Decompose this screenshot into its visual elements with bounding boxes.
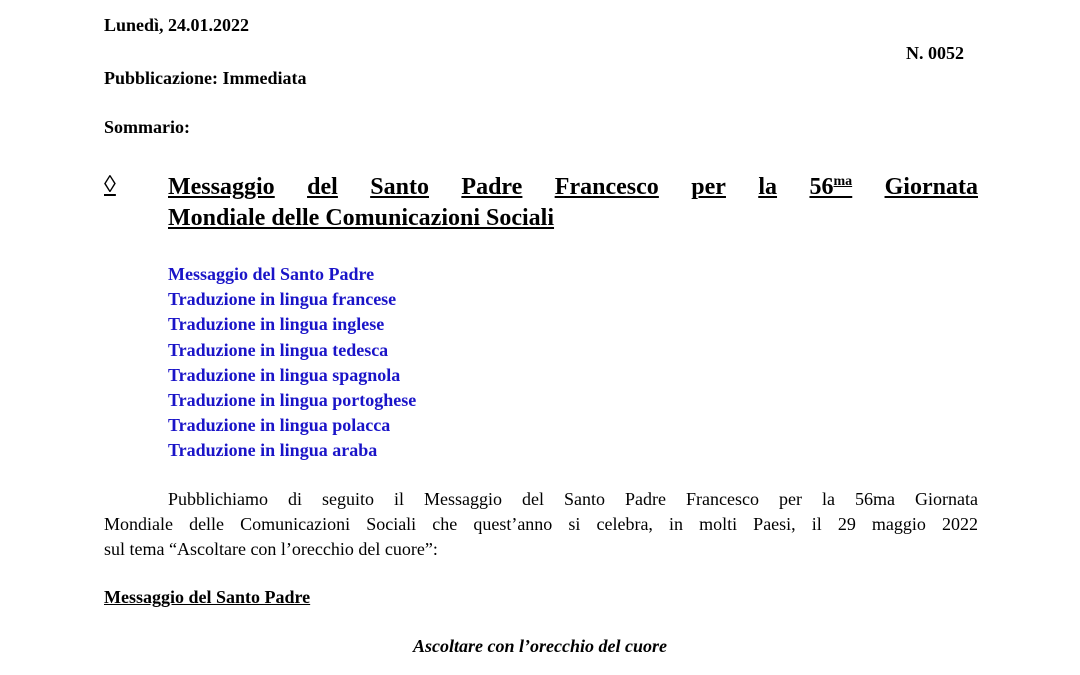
toc-link-messaggio[interactable]: Messaggio del Santo Padre [168, 264, 375, 284]
intro-line: sul tema “Ascoltare con l’orecchio del cuore”: [104, 539, 438, 559]
title-word: Messaggio [168, 174, 275, 200]
title-word: Padre [461, 174, 523, 200]
title-line-1 [168, 172, 978, 203]
intro-paragraph [104, 487, 978, 562]
toc-link-francese[interactable]: Traduzione in lingua francese [168, 289, 397, 310]
toc-link-inglese[interactable]: Traduzione in lingua inglese [168, 314, 385, 335]
title-word: Santo [370, 174, 429, 200]
toc-link-polacca[interactable]: Traduzione in lingua polacca [168, 415, 391, 436]
toc-link-tedesca[interactable]: Traduzione in lingua tedesca [168, 339, 389, 360]
title-line-2 [168, 203, 978, 234]
title-word: Francesco [554, 174, 659, 200]
table-of-contents [168, 262, 416, 464]
title-word: per [691, 174, 726, 200]
title-word: la [758, 174, 778, 200]
summary-label: Sommario: [104, 117, 190, 137]
title-word: Giornata [884, 174, 978, 200]
toc-link-araba[interactable]: Traduzione in lingua araba [168, 440, 378, 461]
title-word: del [307, 174, 338, 200]
bulletin-number: N. 0052 [906, 43, 964, 63]
ordinal-suffix: ma [833, 174, 853, 189]
toc-link-spagnola[interactable]: Traduzione in lingua spagnola [168, 364, 401, 385]
intro-line: Pubblichiamo di seguito il Messaggio del Santo Padre Francesco per la 56ma Giornata [168, 489, 978, 509]
ordinal-number: 56 [809, 174, 834, 200]
toc-link-portoghese[interactable]: Traduzione in lingua portoghese [168, 390, 417, 411]
title-ordinal [809, 172, 852, 203]
intro-line: Mondiale delle Comunicazioni Sociali che quest’anno si celebra, in molti Paesi, il 29 maggio 2022 [104, 514, 978, 534]
section-heading: Messaggio del Santo Padre [104, 587, 311, 607]
document-title [168, 172, 978, 234]
message-title: Ascoltare con l’orecchio del cuore [413, 636, 667, 656]
title-line-2-text: Mondiale delle Comunicazioni Sociali [168, 205, 555, 231]
bulletin-date: Lunedì, 24.01.2022 [104, 15, 250, 35]
publication-status: Pubblicazione: Immediata [104, 68, 307, 88]
diamond-bullet-icon: ◊ [104, 172, 116, 198]
